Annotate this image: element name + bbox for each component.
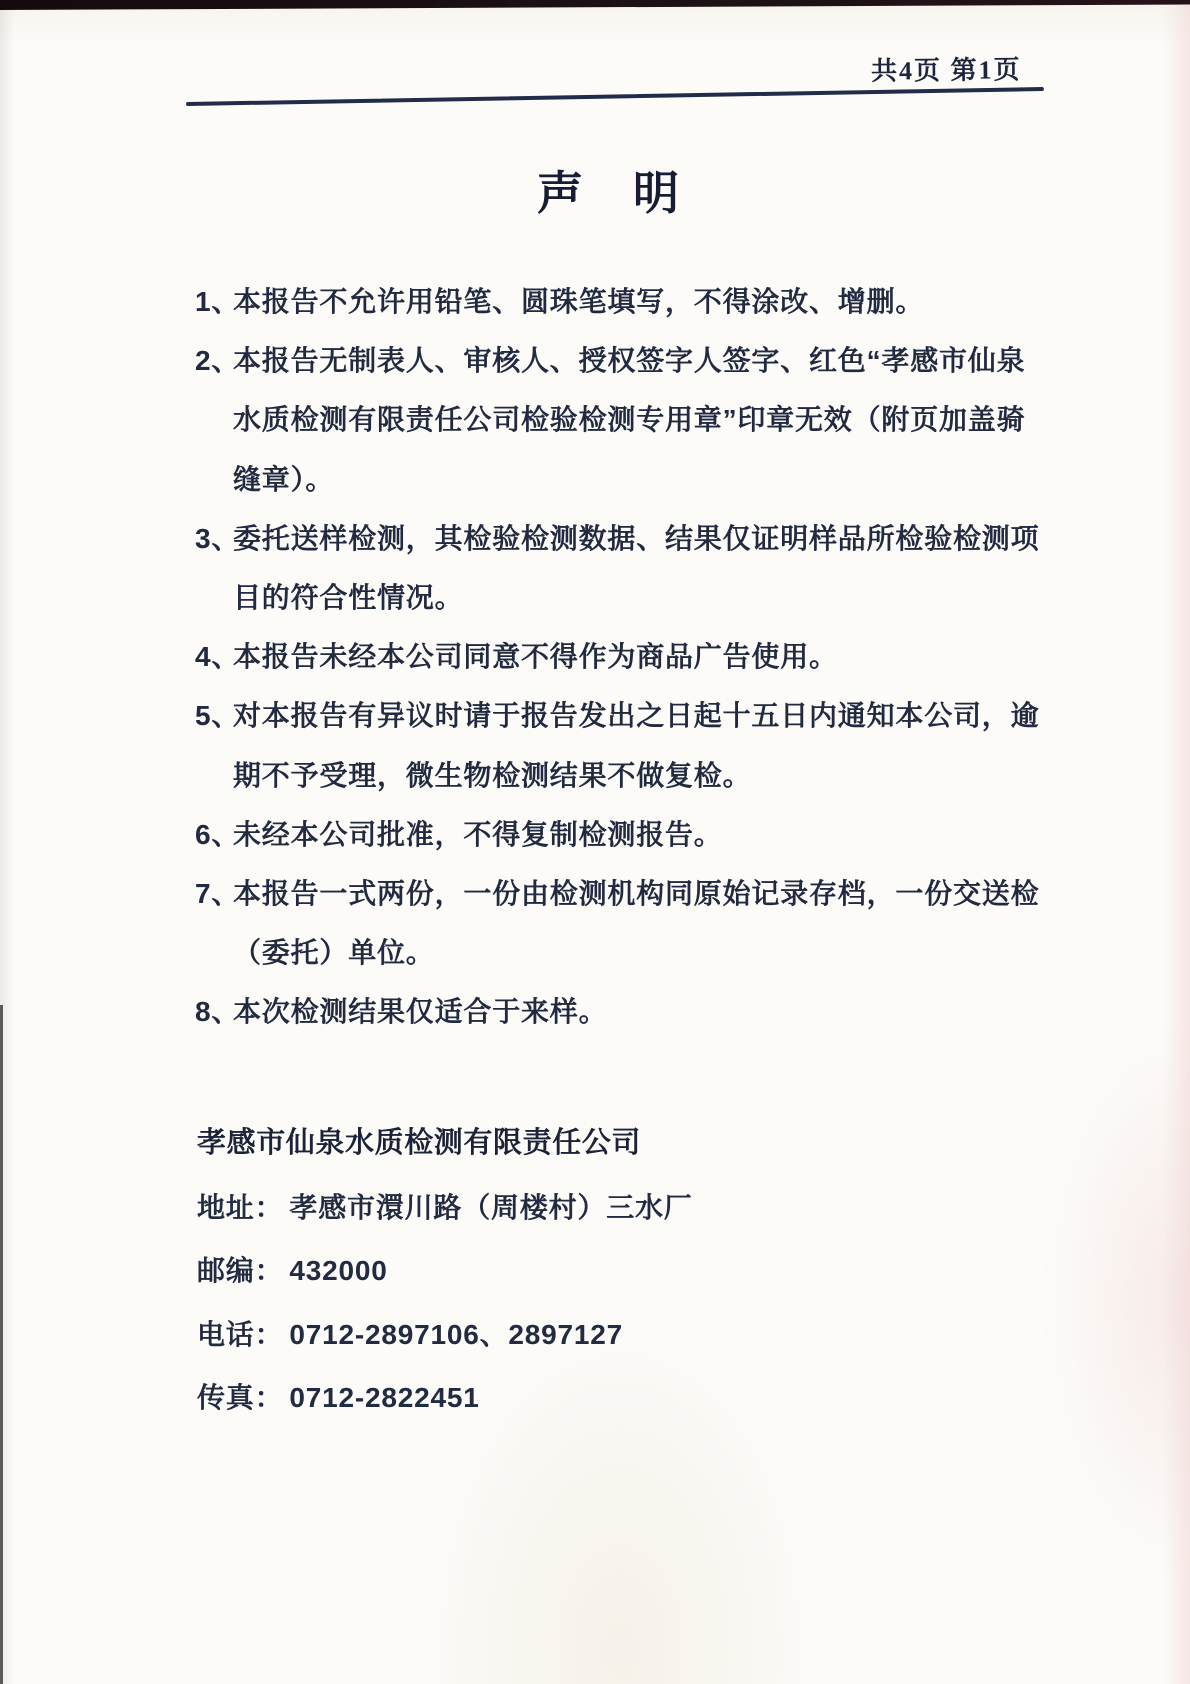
company-postcode-line xyxy=(197,1239,693,1303)
postcode-label: 邮编： xyxy=(197,1255,284,1286)
statement-line xyxy=(195,450,1030,509)
statement-line-text: 本报告不允许用铅笔、圆珠笔填写，不得涂改、增删。 xyxy=(233,286,925,317)
statement-line xyxy=(195,509,1040,568)
statement-line xyxy=(195,923,1030,982)
address-label: 地址： xyxy=(197,1191,284,1223)
statement-item-number: 1、 xyxy=(195,286,241,317)
statement-item-number: 8、 xyxy=(195,996,241,1028)
page-number-indicator: 共4页 第1页 xyxy=(871,55,1023,86)
statement-line-text: 本次检测结果仅适合于来样。 xyxy=(233,996,608,1028)
phone-value: 0712-2897106、2897127 xyxy=(289,1318,624,1350)
fax-value: 0712-2822451 xyxy=(289,1382,480,1413)
statement-item-number: 7、 xyxy=(195,877,241,909)
statement-line xyxy=(195,331,1030,390)
statement-line-text: （委托）单位。 xyxy=(233,937,435,969)
statement-line xyxy=(195,686,1040,745)
statement-line-text: 对本报告有异议时请于报告发出之日起十五日内通知本公司，逾 xyxy=(233,700,1040,732)
company-name: 孝感市仙泉水质检测有限责任公司 xyxy=(197,1127,642,1159)
phone-label: 电话： xyxy=(197,1318,284,1350)
statement-line xyxy=(195,746,1030,805)
statement-item-number: 3、 xyxy=(195,522,241,554)
company-info-block xyxy=(197,1112,693,1430)
scan-top-edge-artifact xyxy=(0,0,1190,10)
statement-line xyxy=(195,390,1030,449)
statement-line xyxy=(195,805,1030,864)
company-fax-line xyxy=(197,1366,693,1430)
statement-line-text: 委托送样检测，其检验检测数据、结果仅证明样品所检验检测项 xyxy=(233,522,1040,554)
postcode-value: 432000 xyxy=(289,1255,388,1286)
statement-item-number: 6、 xyxy=(195,818,241,850)
statement-line-text: 本报告一式两份，一份由检测机构同原始记录存档，一份交送检 xyxy=(233,877,1040,909)
statement-line-text: 期不予受理，微生物检测结果不做复检。 xyxy=(233,759,752,791)
statement-line-text: 目的符合性情况。 xyxy=(233,581,464,613)
document-title: 声明 xyxy=(537,167,729,219)
statement-line xyxy=(195,272,1030,331)
statement-line-text: 本报告无制表人、审核人、授权签字人签字、红色“孝感市仙泉 xyxy=(233,345,1026,377)
statement-line xyxy=(195,568,1030,627)
statement-item-number: 4、 xyxy=(195,641,241,673)
address-value: 孝感市澴川路（周楼村）三水厂 xyxy=(289,1191,693,1223)
statement-list xyxy=(195,272,1040,1041)
scan-left-edge-artifact xyxy=(0,1005,3,1684)
statement-line xyxy=(195,627,1030,686)
header-rule xyxy=(186,87,1044,106)
statement-line-text: 水质检测有限责任公司检验检测专用章”印章无效（附页加盖骑 xyxy=(233,404,1026,436)
statement-line-text: 缝章）。 xyxy=(233,463,335,495)
statement-line-text: 未经本公司批准，不得复制检测报告。 xyxy=(233,818,723,850)
company-phone-line xyxy=(197,1303,693,1367)
statement-line xyxy=(195,864,1040,923)
statement-item-number: 5、 xyxy=(195,700,241,732)
statement-line xyxy=(195,982,1030,1041)
company-address-line xyxy=(197,1176,693,1240)
statement-line-text: 本报告未经本公司同意不得作为商品广告使用。 xyxy=(233,641,838,673)
fax-label: 传真： xyxy=(197,1382,284,1413)
statement-item-number: 2、 xyxy=(195,345,241,377)
